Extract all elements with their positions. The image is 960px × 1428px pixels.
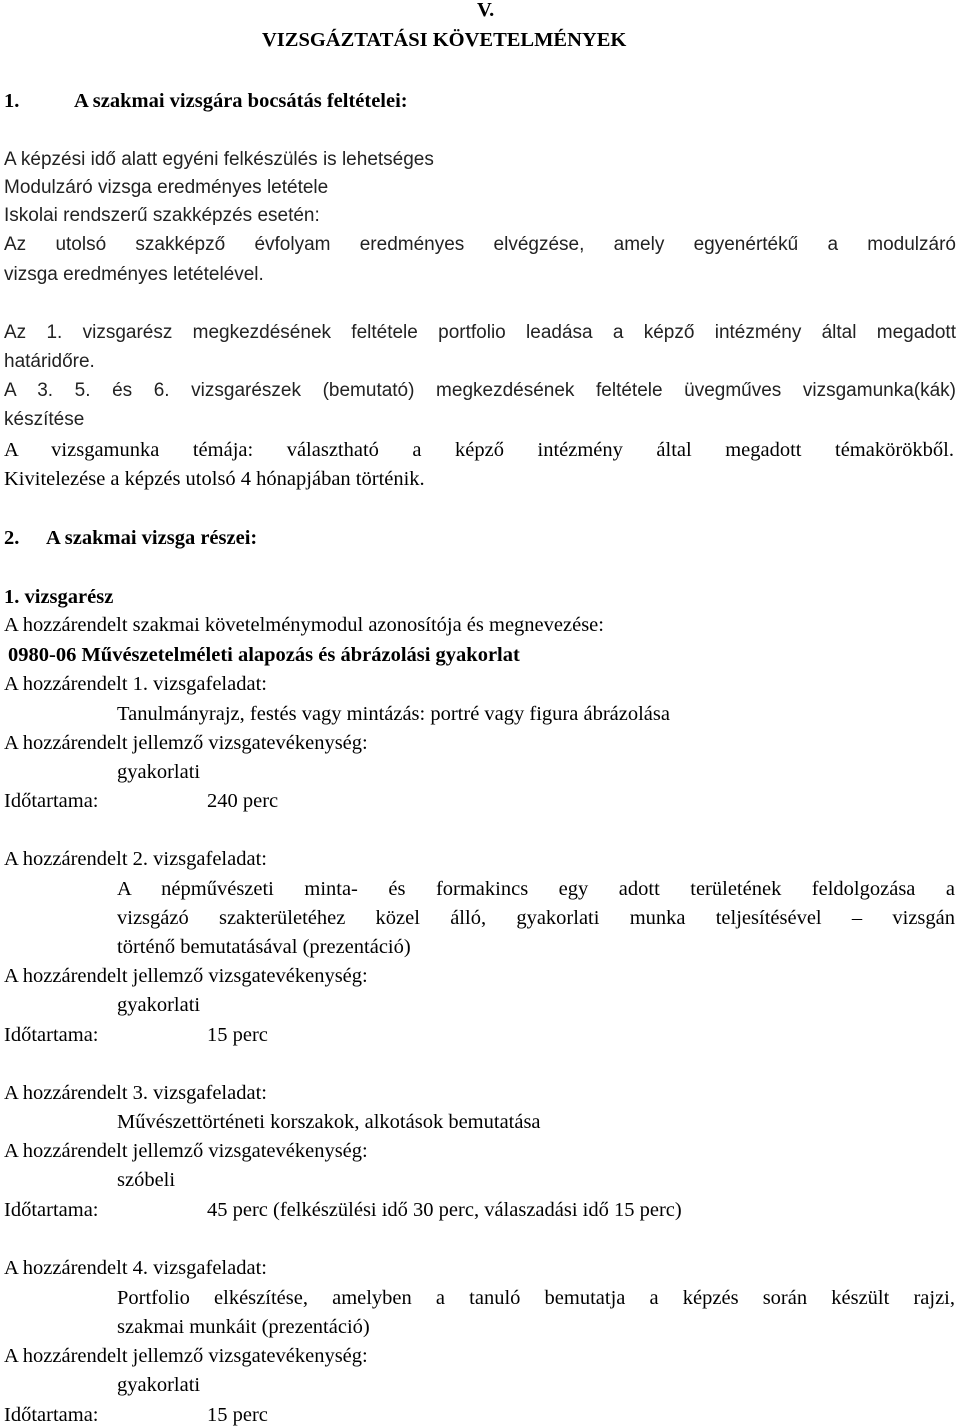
task-intro: A hozzárendelt 1. vizsgafeladat: [4, 673, 267, 695]
section1-line: Az utolsó szakképző évfolyam eredményes elvégzése, amely egyenértékű a modulzáró [4, 234, 956, 255]
task-activity-label: A hozzárendelt jellemző vizsgatevékenység: [4, 965, 368, 987]
section1-number: 1. [4, 90, 20, 112]
task-intro: A hozzárendelt 4. vizsgafeladat: [4, 1257, 267, 1279]
section1-line: A képzési idő alatt egyéni felkészülés is lehetséges [4, 149, 434, 170]
section1-heading: A szakmai vizsgára bocsátás feltételei: [74, 90, 408, 112]
task-description: Tanulmányrajz, festés vagy mintázás: portré vagy figura ábrázolása [117, 703, 670, 725]
task-duration: 15 perc [207, 1024, 268, 1046]
module-name: 0980-06 Művészetelméleti alapozás és ábrázolási gyakorlat [8, 644, 520, 666]
task-activity: gyakorlati [117, 994, 201, 1016]
task-duration-label: Időtartama: [4, 1024, 99, 1046]
section1-line: A vizsgamunka témája: választható a képző intézmény által megadott témakörökből. [4, 439, 954, 461]
task-description: vizsgázó szakterületéhez közel álló, gyakorlati munka teljesítésével – vizsgán [117, 907, 955, 929]
task-activity: gyakorlati [117, 761, 201, 783]
chapter-number: V. [477, 0, 495, 21]
section1-line: A 3. 5. és 6. vizsgarészek (bemutató) megkezdésének feltétele üvegműves vizsgamunka(kák) [4, 380, 956, 401]
section1-line: Kivitelezése a képzés utolsó 4 hónapjában történik. [4, 468, 425, 490]
task-duration: 45 perc (felkészülési idő 30 perc, válaszadási idő 15 perc) [207, 1199, 682, 1221]
task-description: szakmai munkáit (prezentáció) [117, 1316, 370, 1338]
exam-part-label: 1. vizsgarész [4, 586, 114, 608]
task-activity-label: A hozzárendelt jellemző vizsgatevékenység: [4, 1345, 368, 1367]
task-description: Művészettörténeti korszakok, alkotások bemutatása [117, 1111, 541, 1133]
section1-line: készítése [4, 409, 85, 430]
task-duration-label: Időtartama: [4, 1199, 99, 1221]
chapter-title: VIZSGÁZTATÁSI KÖVETELMÉNYEK [262, 29, 627, 51]
task-activity: szóbeli [117, 1169, 176, 1191]
section2-number: 2. [4, 527, 20, 549]
task-intro: A hozzárendelt 3. vizsgafeladat: [4, 1082, 267, 1104]
task-duration-label: Időtartama: [4, 1404, 99, 1426]
task-activity-label: A hozzárendelt jellemző vizsgatevékenység: [4, 732, 368, 754]
section1-line: Modulzáró vizsga eredményes letétele [4, 177, 329, 198]
task-activity-label: A hozzárendelt jellemző vizsgatevékenység: [4, 1140, 368, 1162]
task-description: történő bemutatásával (prezentáció) [117, 936, 411, 958]
section2-heading: A szakmai vizsga részei: [46, 527, 258, 549]
task-description: Portfolio elkészítése, amelyben a tanuló bemutatja a képzés során készült rajzi, [117, 1287, 955, 1309]
section1-line: vizsga eredményes letételével. [4, 264, 264, 285]
section1-line: Iskolai rendszerű szakképzés esetén: [4, 205, 320, 226]
section1-line: határidőre. [4, 351, 95, 372]
section1-line: Az 1. vizsgarész megkezdésének feltétele portfolio leadása a képző intézmény által megadott [4, 322, 956, 343]
task-duration-label: Időtartama: [4, 790, 99, 812]
task-activity: gyakorlati [117, 1374, 201, 1396]
module-intro: A hozzárendelt szakmai követelménymodul azonosítója és megnevezése: [4, 614, 604, 636]
task-description: A népművészeti minta- és formakincs egy adott területének feldolgozása a [117, 878, 955, 900]
task-intro: A hozzárendelt 2. vizsgafeladat: [4, 848, 267, 870]
task-duration: 240 perc [207, 790, 279, 812]
task-duration: 15 perc [207, 1404, 268, 1426]
